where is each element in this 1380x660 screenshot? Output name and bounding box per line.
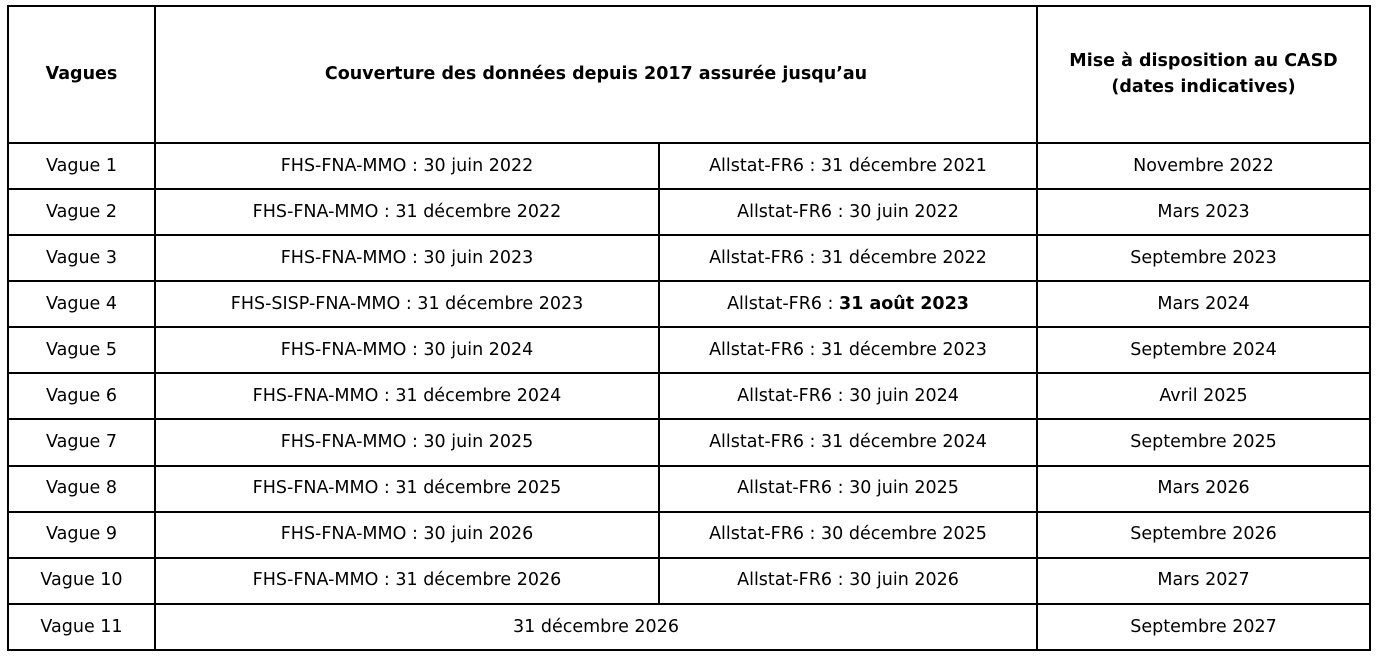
vague-cell: Vague 1 <box>8 143 155 189</box>
allstat-text: Allstat-FR6 : 30 juin 2026 <box>737 570 959 591</box>
fhs-coverage-cell: FHS-FNA-MMO : 31 décembre 2022 <box>155 189 659 235</box>
allstat-text: Allstat-FR6 : 30 juin 2024 <box>737 386 959 407</box>
allstat-coverage-cell <box>659 189 1037 235</box>
table-row-last <box>8 604 1370 650</box>
allstat-coverage-cell <box>659 281 1037 327</box>
fhs-coverage-cell: FHS-FNA-MMO : 31 décembre 2024 <box>155 373 659 419</box>
allstat-text: Allstat-FR6 : 31 décembre 2024 <box>709 432 987 453</box>
casd-date-cell: Septembre 2025 <box>1037 419 1370 465</box>
allstat-text: Allstat-FR6 : 31 décembre 2022 <box>709 247 987 268</box>
casd-date-cell: Septembre 2023 <box>1037 235 1370 281</box>
table-row <box>8 143 1370 189</box>
allstat-coverage-cell <box>659 466 1037 512</box>
allstat-text: Allstat-FR6 : 31 décembre 2023 <box>709 339 987 360</box>
casd-date-cell: Mars 2027 <box>1037 558 1370 604</box>
allstat-text: Allstat-FR6 : 30 juin 2025 <box>737 478 959 499</box>
fhs-coverage-cell: FHS-FNA-MMO : 31 décembre 2025 <box>155 466 659 512</box>
fhs-coverage-cell: FHS-FNA-MMO : 30 juin 2022 <box>155 143 659 189</box>
table-row <box>8 512 1370 558</box>
vague-cell: Vague 2 <box>8 189 155 235</box>
header-mise-a-disposition <box>1037 6 1370 143</box>
fhs-coverage-cell: FHS-FNA-MMO : 31 décembre 2026 <box>155 558 659 604</box>
header-row <box>8 6 1370 143</box>
header-mise-line2: (dates indicatives) <box>1111 76 1296 97</box>
allstat-coverage-cell <box>659 143 1037 189</box>
fhs-coverage-cell: FHS-SISP-FNA-MMO : 31 décembre 2023 <box>155 281 659 327</box>
table-row <box>8 281 1370 327</box>
allstat-text: Allstat-FR6 : 30 juin 2022 <box>737 201 959 222</box>
vague-cell: Vague 10 <box>8 558 155 604</box>
allstat-coverage-cell <box>659 373 1037 419</box>
fhs-coverage-cell: FHS-FNA-MMO : 30 juin 2025 <box>155 419 659 465</box>
vague-cell: Vague 3 <box>8 235 155 281</box>
header-mise-line1: Mise à disposition au CASD <box>1069 51 1338 72</box>
fhs-coverage-cell: FHS-FNA-MMO : 30 juin 2026 <box>155 512 659 558</box>
vague-cell: Vague 8 <box>8 466 155 512</box>
table-row <box>8 373 1370 419</box>
vague-cell: Vague 9 <box>8 512 155 558</box>
vague-cell: Vague 11 <box>8 604 155 650</box>
allstat-coverage-cell <box>659 327 1037 373</box>
allstat-text: Allstat-FR6 : <box>727 293 840 314</box>
allstat-coverage-cell <box>659 512 1037 558</box>
allstat-text: Allstat-FR6 : 31 décembre 2021 <box>709 155 987 176</box>
casd-date-cell: Septembre 2026 <box>1037 512 1370 558</box>
allstat-text: Allstat-FR6 : 30 décembre 2025 <box>709 524 987 545</box>
casd-date-cell: Mars 2024 <box>1037 281 1370 327</box>
casd-date-cell: Septembre 2027 <box>1037 604 1370 650</box>
fhs-coverage-cell: FHS-FNA-MMO : 30 juin 2024 <box>155 327 659 373</box>
vague-cell: Vague 4 <box>8 281 155 327</box>
header-couverture: Couverture des données depuis 2017 assurée jusqu’au <box>155 6 1037 143</box>
merged-coverage-cell: 31 décembre 2026 <box>155 604 1037 650</box>
vague-cell: Vague 5 <box>8 327 155 373</box>
allstat-date-bold: 31 août 2023 <box>839 293 969 314</box>
allstat-coverage-cell <box>659 558 1037 604</box>
allstat-coverage-cell <box>659 235 1037 281</box>
allstat-coverage-cell <box>659 419 1037 465</box>
fhs-coverage-cell: FHS-FNA-MMO : 30 juin 2023 <box>155 235 659 281</box>
casd-date-cell: Mars 2023 <box>1037 189 1370 235</box>
vague-cell: Vague 6 <box>8 373 155 419</box>
table-row <box>8 466 1370 512</box>
header-vagues: Vagues <box>8 6 155 143</box>
table-row <box>8 558 1370 604</box>
table-body <box>8 143 1370 650</box>
casd-date-cell: Septembre 2024 <box>1037 327 1370 373</box>
table-row <box>8 327 1370 373</box>
table-row <box>8 189 1370 235</box>
vague-cell: Vague 7 <box>8 419 155 465</box>
casd-date-cell: Novembre 2022 <box>1037 143 1370 189</box>
casd-date-cell: Mars 2026 <box>1037 466 1370 512</box>
casd-date-cell: Avril 2025 <box>1037 373 1370 419</box>
table-row <box>8 235 1370 281</box>
table-row <box>8 419 1370 465</box>
schedule-table <box>7 5 1371 651</box>
